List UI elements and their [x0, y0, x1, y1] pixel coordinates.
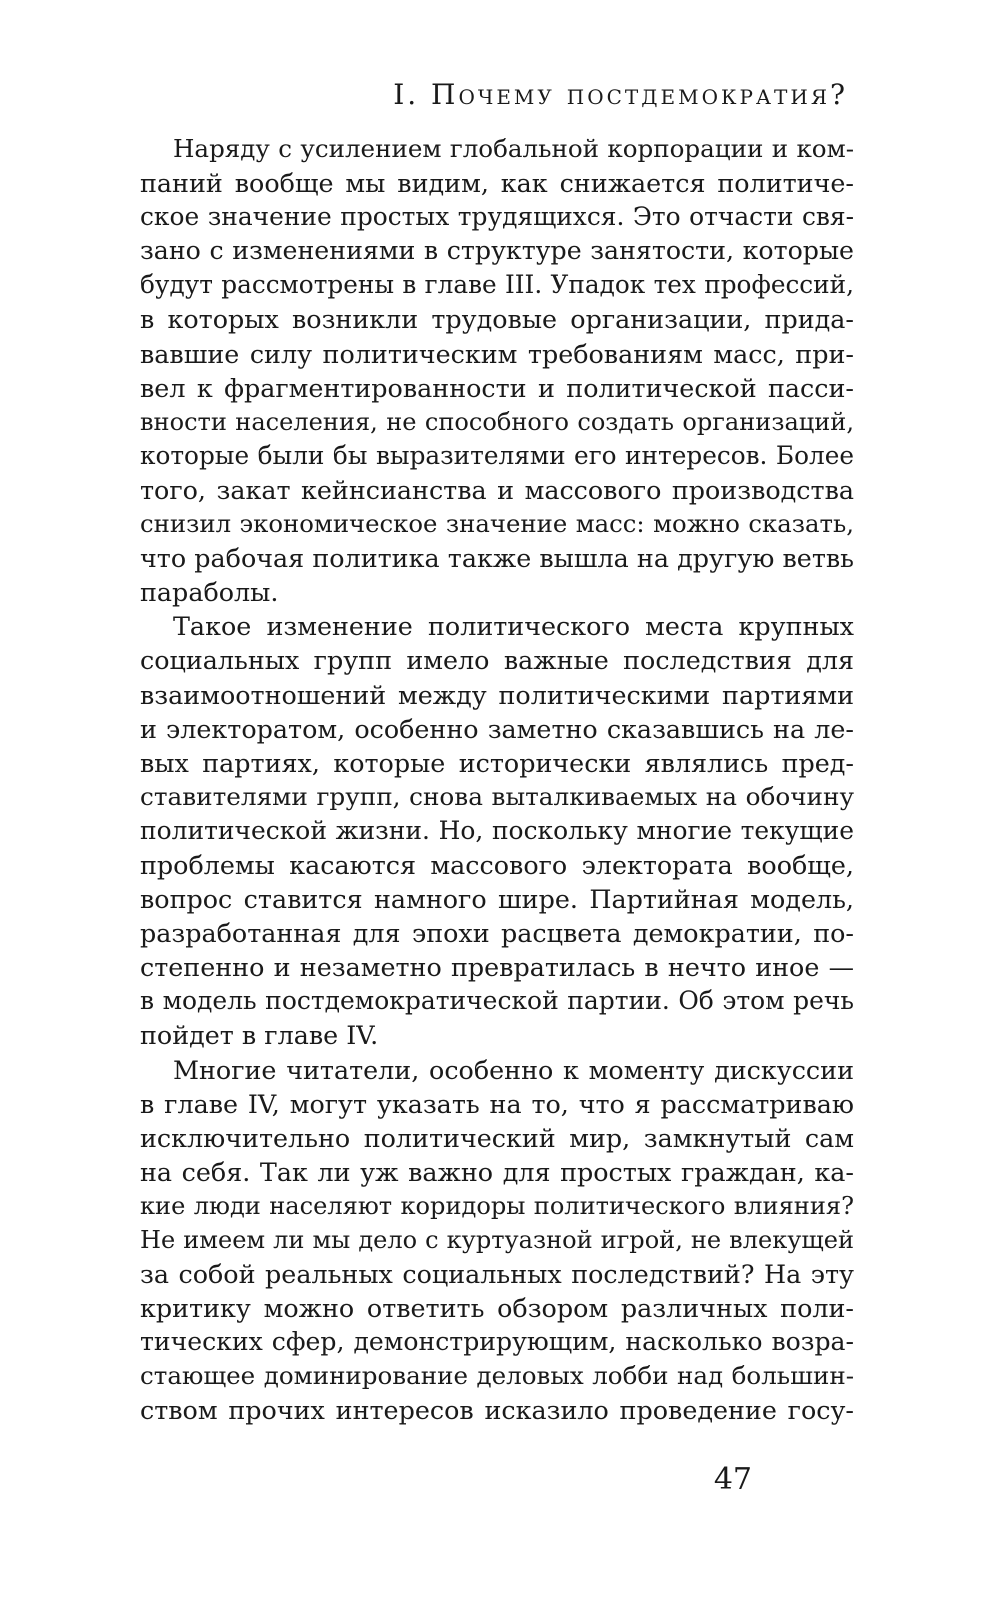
text-line: Не имеем ли мы дело с куртуазной игрой, не влекущей	[140, 1226, 854, 1254]
text-line: снизил экономическое значение масс: можно сказать,	[140, 509, 854, 539]
text-line: и электоратом, особенно заметно сказавшись на ле-	[140, 713, 854, 744]
text-line: ставителями групп, снова выталкиваемых на обочину	[140, 781, 854, 811]
paragraph	[140, 609, 854, 1052]
text-line: зано с изменениями в структуре занятости, которые	[140, 236, 854, 266]
text-line: стающее доминирование деловых лобби над большин-	[140, 1361, 854, 1391]
text-line: ством прочих интересов исказило проведение госу-	[140, 1395, 854, 1426]
text-line: Многие читатели, особенно к моменту дискуссии	[173, 1054, 854, 1085]
text-line: вавшие силу политическим требованиям масс, при-	[140, 338, 854, 369]
page-number: 47	[713, 1462, 752, 1497]
text-line: исключительно политический мир, замкнутый сам	[140, 1122, 854, 1153]
text-line: паний вообще мы видим, как снижается политиче-	[140, 168, 854, 199]
body-text	[140, 132, 854, 1428]
text-line: степенно и незаметно превратилась в нечто иное —	[140, 952, 854, 983]
paragraph	[140, 1053, 854, 1428]
text-line: взаимоотношений между политическими партиями	[140, 679, 854, 710]
text-line: Такое изменение политического места крупных	[173, 611, 854, 642]
text-line: в главе IV, могут указать на то, что я рассматриваю	[140, 1088, 854, 1119]
text-line: того, закат кейнсианства и массового производства	[140, 474, 854, 505]
text-line: за собой реальных социальных последствий? На эту	[140, 1259, 854, 1290]
text-line: Наряду с усилением глобальной корпорации и ком-	[173, 134, 854, 163]
text-line: разработанная для эпохи расцвета демократии, по-	[140, 918, 854, 949]
text-line: вности населения, не способного создать организаций,	[140, 407, 854, 436]
paragraph	[140, 132, 854, 609]
text-line: на себя. Так ли уж важно для простых граждан, ка-	[140, 1156, 854, 1187]
running-head: I. Почему постдемократия?	[393, 78, 848, 111]
text-line: политической жизни. Но, поскольку многие текущие	[140, 815, 854, 845]
text-line: что рабочая политика также вышла на другую ветвь	[140, 543, 854, 574]
text-line: тических сфер, демонстрирующим, насколько возра-	[140, 1327, 854, 1357]
text-line: в которых возникли трудовые организации, прида-	[140, 304, 854, 335]
text-line: критику можно ответить обзором различных поли-	[140, 1293, 854, 1324]
text-line: которые были бы выразителями его интересов. Более	[140, 440, 854, 470]
text-line: параболы.	[140, 577, 279, 608]
text-line: кие люди населяют коридоры политического влияния?	[140, 1191, 854, 1220]
text-line: пойдет в главе IV.	[140, 1020, 379, 1051]
text-line: социальных групп имело важные последствия для	[140, 645, 854, 676]
text-line: вел к фрагментированности и политической пасси-	[140, 372, 854, 403]
text-line: проблемы касаются массового электората вообще,	[140, 849, 854, 880]
text-line: в модель постдемократической партии. Об этом речь	[140, 986, 854, 1016]
text-line: будут рассмотрены в главе III. Упадок тех профессий,	[140, 270, 854, 300]
text-line: вопрос ставится намного шире. Партийная модель,	[140, 884, 854, 915]
text-line: ское значение простых трудящихся. Это отчасти свя-	[140, 202, 854, 232]
text-line: вых партиях, которые исторически являлись пред-	[140, 747, 854, 778]
